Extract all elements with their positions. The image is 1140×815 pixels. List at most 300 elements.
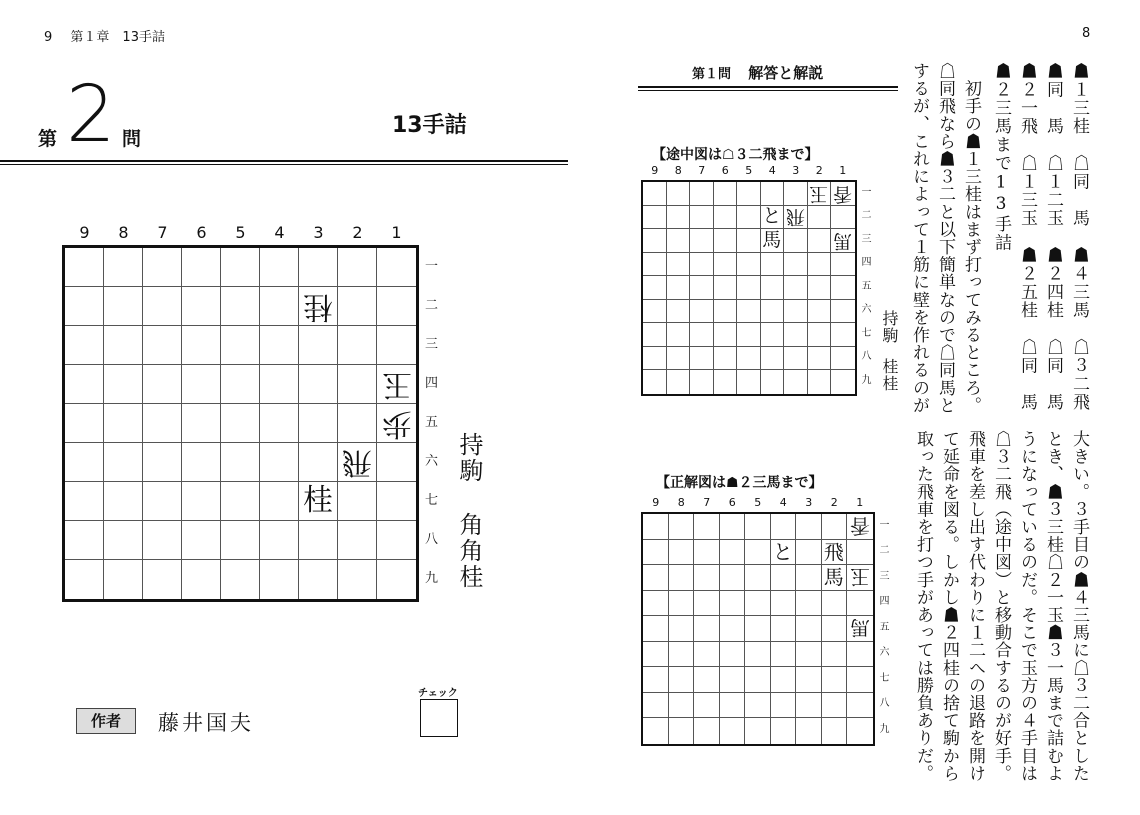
check-box[interactable] [420,699,458,737]
board-square [221,521,260,560]
board-square [694,565,720,591]
mid-diagram-board [641,180,857,396]
board-square [338,287,377,326]
board-square [667,347,691,371]
column-label: 8 [677,496,685,509]
board-square [808,253,832,277]
board-square [104,365,143,404]
explanation-line: 取った飛車を打つ手があっては勝負ありだ。 [913,430,933,782]
board-square [690,370,714,394]
board-square [143,326,182,365]
board-square [182,443,221,482]
heading-rule-thick [0,160,568,162]
board-square [643,300,667,324]
board-square [690,300,714,324]
row-label: 六 [425,454,439,469]
answer-diagram-caption: 【正解図は☗２三馬まで】 [656,475,823,491]
board-square [667,300,691,324]
row-label: 四 [879,596,890,608]
board-square [796,616,822,642]
author-name: 藤井国夫 [158,711,254,735]
board-square [694,514,720,540]
board-square [745,514,771,540]
board-square [720,616,746,642]
board-square [745,591,771,617]
board-square [784,206,808,230]
board-square [745,616,771,642]
board-square [143,482,182,521]
board-square [377,326,416,365]
board-square [761,370,785,394]
board-square [182,560,221,599]
board-square [714,300,738,324]
gote-piece: 飛 [342,445,372,480]
board-square [65,365,104,404]
board-square [831,253,855,277]
board-square [260,443,299,482]
move-line: ☗１三桂 ☖同 馬 ☗４三馬 ☖３二飛 [1069,62,1089,412]
board-square [714,206,738,230]
mid-diagram-caption: 【途中図は☖３二飛まで】 [652,147,819,163]
gote-piece: 玉 [381,367,412,402]
board-square [694,667,720,693]
page-number-right: 8 [1082,26,1091,41]
column-label: 2 [352,223,363,242]
board-square [784,323,808,347]
board-square [737,300,761,324]
board-square [669,565,695,591]
board-square [771,565,797,591]
board-square [669,591,695,617]
board-square [761,206,785,230]
board-square [221,248,260,287]
board-square [796,514,822,540]
board-square [771,616,797,642]
section-rule-thin [638,90,898,91]
left-page-header [44,26,165,45]
board-square [182,287,221,326]
board-square [669,693,695,719]
board-square [667,182,691,206]
row-label: 五 [879,621,890,633]
column-label: 7 [698,164,706,177]
column-label: 3 [792,164,800,177]
row-label: 五 [425,415,439,430]
author-label: 作者 [76,708,136,734]
explanation-line: ☖３二飛（途中図）と移動合するのが好手。 [991,430,1011,782]
board-square [643,347,667,371]
explanation-line: するが、これによって１筋に壁を作れるのが [909,62,929,414]
board-square [690,229,714,253]
board-square [714,347,738,371]
section-heading [692,62,823,83]
board-square [737,276,761,300]
board-square [377,287,416,326]
board-square [260,560,299,599]
column-label: 1 [856,496,864,509]
board-square [822,591,848,617]
board-square [299,443,338,482]
move-line: ☗２三馬まで13手詰 [991,62,1011,252]
board-square [694,591,720,617]
board-square [714,182,738,206]
board-square [737,347,761,371]
board-square [822,540,848,566]
board-square [720,693,746,719]
explanation-line: 飛車を差し出す代わりに１二への退路を開け [965,430,985,782]
row-label: 二 [861,210,872,222]
board-square [808,206,832,230]
main-board [62,245,419,602]
board-square [737,229,761,253]
board-square [260,248,299,287]
board-square [714,370,738,394]
section-title-number: 第１問 [692,67,732,82]
board-square [745,565,771,591]
board-square [720,642,746,668]
sente-piece: 飛 [823,539,844,564]
column-label: 8 [118,223,129,242]
board-square [65,482,104,521]
board-square [847,616,873,642]
row-label: 三 [861,233,872,245]
board-square [643,514,669,540]
board-square [338,365,377,404]
board-square [221,404,260,443]
board-square [299,365,338,404]
board-square [260,326,299,365]
row-label: 五 [861,280,872,292]
board-square [737,182,761,206]
column-label: 7 [157,223,168,242]
column-label: 5 [745,164,753,177]
board-square [260,521,299,560]
gote-piece: 香 [849,514,870,539]
board-square [831,229,855,253]
column-label: 4 [779,496,787,509]
column-label: 3 [805,496,813,509]
board-square [377,365,416,404]
board-square [808,347,832,371]
column-label: 7 [703,496,711,509]
board-square [182,521,221,560]
board-square [720,540,746,566]
board-square [796,591,822,617]
explanation-line: 初手の☗１三桂はまず打ってみるところ。 [961,62,981,414]
board-square [714,229,738,253]
board-square [847,718,873,744]
chapter-title: 第１章 13手詰 [70,30,165,45]
sente-piece: 馬 [762,228,782,251]
board-square [831,347,855,371]
board-square [667,229,691,253]
board-square [643,182,667,206]
board-square [784,182,808,206]
row-label: 四 [861,257,872,269]
board-square [143,365,182,404]
board-square [761,253,785,277]
board-square [690,347,714,371]
board-square [221,560,260,599]
move-line: ☗同 馬 ☖１二玉 ☗２四桂 ☖同 馬 [1043,62,1063,412]
problem-label-pre: 第 [38,128,58,150]
column-label: 1 [391,223,402,242]
board-square [643,693,669,719]
board-square [669,616,695,642]
row-label: 三 [425,337,439,352]
board-square [847,642,873,668]
row-label: 八 [861,351,872,363]
board-square [831,206,855,230]
board-square [808,276,832,300]
board-square [771,667,797,693]
board-square [771,718,797,744]
board-square [221,443,260,482]
board-square [745,540,771,566]
board-square [690,182,714,206]
board-square [822,667,848,693]
move-line: ☗２一飛 ☖１三玉 ☗２五桂 ☖同 馬 [1017,62,1037,412]
board-square [104,560,143,599]
explanation-line: 大きい。３手目の☗４三馬に☖３二合とした [1069,430,1089,782]
board-square [338,248,377,287]
gote-piece: 歩 [381,406,412,441]
board-square [377,248,416,287]
row-label: 九 [879,723,890,735]
board-square [299,287,338,326]
board-square [338,443,377,482]
row-label: 二 [879,545,890,557]
board-square [643,718,669,744]
board-square [643,540,669,566]
board-square [847,693,873,719]
board-square [299,326,338,365]
board-square [796,642,822,668]
board-square [643,206,667,230]
board-square [808,323,832,347]
board-square [643,667,669,693]
board-square [65,443,104,482]
row-label: 九 [425,571,439,586]
board-square [182,365,221,404]
board-square [669,642,695,668]
board-square [761,276,785,300]
board-square [221,482,260,521]
board-square [822,642,848,668]
board-square [847,667,873,693]
gote-piece: 馬 [849,616,870,641]
board-square [745,667,771,693]
board-square [720,565,746,591]
column-label: 9 [652,496,660,509]
board-square [771,514,797,540]
section-rule-thick [638,86,898,88]
column-label: 2 [815,164,823,177]
column-label: 6 [728,496,736,509]
board-square [377,560,416,599]
board-square [784,300,808,324]
problem-heading [38,70,568,160]
mid-hand-pieces: 桂桂 [880,358,899,392]
board-square [182,248,221,287]
board-square [143,248,182,287]
board-square [694,693,720,719]
board-square [643,565,669,591]
board-square [796,667,822,693]
board-square [761,300,785,324]
board-square [338,521,377,560]
sente-piece: 桂 [303,483,333,518]
board-square [690,206,714,230]
board-square [761,323,785,347]
board-square [831,182,855,206]
board-square [104,443,143,482]
heading-rule-thin [0,164,568,165]
board-square [65,326,104,365]
board-square [808,182,832,206]
board-square [182,404,221,443]
board-square [260,404,299,443]
board-square [714,276,738,300]
board-square [771,591,797,617]
board-square [299,521,338,560]
board-square [182,482,221,521]
board-square [669,667,695,693]
board-square [104,248,143,287]
board-square [847,591,873,617]
board-square [720,514,746,540]
board-square [643,616,669,642]
board-square [143,404,182,443]
board-square [847,565,873,591]
row-label: 一 [861,186,872,198]
board-square [221,365,260,404]
board-square [667,370,691,394]
check-label: チェック [418,688,458,699]
board-square [690,253,714,277]
column-label: 4 [274,223,285,242]
row-label: 六 [879,647,890,659]
board-square [104,482,143,521]
explanation-line: て延命を図る。しかし☗２四桂の捨て駒から [939,430,959,782]
board-square [784,229,808,253]
board-square [377,521,416,560]
gote-piece: 玉 [809,182,829,205]
column-label: 9 [651,164,659,177]
board-square [831,300,855,324]
board-square [796,540,822,566]
board-square [822,565,848,591]
board-square [182,326,221,365]
board-square [822,616,848,642]
board-square [669,514,695,540]
board-square [299,482,338,521]
board-square [65,404,104,443]
answer-diagram-board [641,512,875,746]
row-label: 二 [425,298,439,313]
row-label: 八 [425,532,439,547]
row-label: 七 [861,327,872,339]
column-label: 4 [768,164,776,177]
board-square [720,718,746,744]
board-square [822,718,848,744]
board-square [737,206,761,230]
explanation-line: うになっているのだ。そこで玉方の４手目は [1017,430,1037,782]
sente-piece: 馬 [823,565,844,590]
board-square [260,482,299,521]
board-square [143,521,182,560]
board-square [784,253,808,277]
board-square [104,521,143,560]
gote-piece: 飛 [785,206,805,229]
board-square [761,182,785,206]
board-square [847,514,873,540]
board-square [643,276,667,300]
board-square [299,248,338,287]
board-square [643,591,669,617]
board-square [299,560,338,599]
board-square [784,347,808,371]
board-square [784,276,808,300]
board-square [808,300,832,324]
board-square [745,693,771,719]
board-square [771,642,797,668]
row-label: 七 [425,493,439,508]
board-square [338,560,377,599]
board-square [714,253,738,277]
board-square [104,287,143,326]
board-square [260,287,299,326]
board-square [143,443,182,482]
board-square [694,540,720,566]
board-square [690,323,714,347]
board-square [745,642,771,668]
gote-piece: 香 [833,182,853,205]
board-square [143,560,182,599]
board-square [104,404,143,443]
board-square [221,287,260,326]
board-square [847,540,873,566]
row-label: 三 [879,570,890,582]
problem-label-post: 問 [122,128,142,150]
board-square [737,370,761,394]
column-label: 5 [235,223,246,242]
board-square [831,370,855,394]
hand-pieces: 角角桂 [455,512,483,590]
board-square [694,642,720,668]
board-square [694,616,720,642]
board-square [643,323,667,347]
board-square [667,253,691,277]
board-square [669,540,695,566]
column-label: 8 [674,164,682,177]
column-label: 5 [754,496,762,509]
board-square [299,404,338,443]
board-square [377,443,416,482]
row-label: 七 [879,672,890,684]
board-square [771,693,797,719]
board-square [667,323,691,347]
board-square [796,693,822,719]
explanation-line: ☖同飛なら☗３二と以下簡単なので☖同馬と [935,62,955,414]
board-square [643,253,667,277]
board-square [808,229,832,253]
page-number-left: 9 [44,30,53,45]
board-square [338,482,377,521]
board-square [260,365,299,404]
board-square [690,276,714,300]
row-label: 四 [425,376,439,391]
